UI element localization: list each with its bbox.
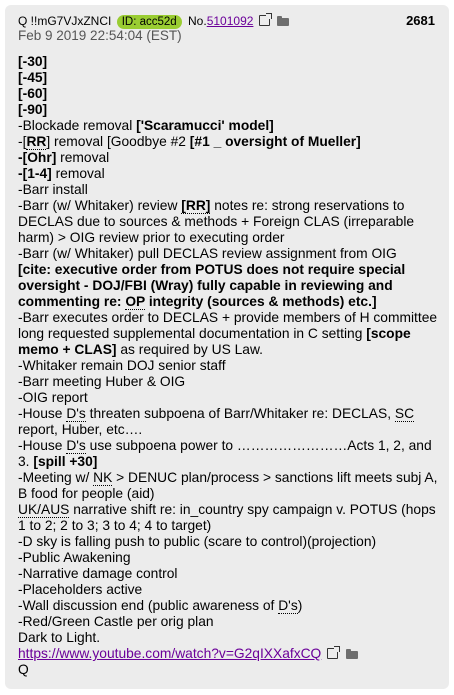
body-line: Dark to Light. [18,630,101,645]
body-line: -Placeholders active [18,582,143,597]
folder-icon[interactable] [346,651,358,659]
body-line: -Public Awakening [18,550,131,565]
body-line: -[RR] removal [Goodbye #2 [#1 _ oversight of Mueller] [18,134,361,149]
post-number-link[interactable]: 5101092 [206,14,254,28]
body-line: -House D's threaten subpoena of Barr/Whitaker re: DECLAS, SC report, Huber, etc…. [18,406,415,437]
body-line: UK/AUS narrative shift re: in_country spy campaign v. POTUS (hops 1 to 2; 2 to 3; 3 to 4; 4 to target) [18,502,436,533]
body-line: -D sky is falling push to public (scare to control)(projection) [18,534,377,549]
post-date: Feb 9 2019 22:54:04 (EST) [18,28,182,43]
body-line: [-30] [18,54,48,69]
reply-count: 2681 [406,13,435,28]
body-line: -Barr (w/ Whitaker) review [RR] notes re: strong reservations to DECLAS due to sources & methods + Foreign CLAS (irreparable harm) > OIG review prior to executing order [18,198,415,245]
body-line: -Narrative damage control [18,566,178,581]
post-signature: Q [18,662,29,677]
post-card [5,5,449,689]
body-line: [-60] [18,86,48,101]
body-line: [-90] [18,102,48,117]
body-line: -Meeting w/ NK > DENUC plan/process > sanctions lift meets subj A, B food for people (aid) [18,470,438,501]
body-line: -Whitaker remain DOJ senior staff [18,358,226,373]
post-header [18,13,441,29]
post-author: Q !!mG7VJxZNCI [18,14,112,28]
body-line: -House D's use subpoena power to ……………………Acts 1, 2, and 3. [spill +30] [18,438,432,469]
body-line: -OIG report [18,390,88,405]
body-line: -Red/Green Castle per orig plan [18,614,214,629]
post-number-label: No. [188,14,207,28]
body-line: [-45] [18,70,48,85]
body-line: -[Ohr] removal [18,150,110,165]
folder-icon[interactable] [277,18,289,26]
body-line: -Barr meeting Huber & OIG [18,374,186,389]
post-body [18,54,442,678]
id-badge[interactable]: ID: acc52d [117,15,182,29]
body-line: [cite: executive order from POTUS does not require special oversight - DOJ/FBI (Wray) fully capable in reviewing and commenting re: OP integrity (sources & methods) etc.] [18,262,406,309]
external-link-icon[interactable] [259,15,270,26]
body-line: -Barr executes order to DECLAS + provide members of H committee long requested supplemental documentation in C setting [scope memo + CLAS] as required by US Law. [18,310,438,357]
body-line: -Barr install [18,182,88,197]
body-line: -[1-4] removal [18,166,105,181]
external-link-icon[interactable] [327,648,338,659]
body-line: -Blockade removal ['Scaramucci' model] [18,118,274,133]
body-line [18,646,442,662]
body-line: -Barr (w/ Whitaker) pull DECLAS review assignment from OIG [18,246,397,261]
body-line: -Wall discussion end (public awareness of D's) [18,598,303,613]
youtube-link[interactable]: https://www.youtube.com/watch?v=G2qIXXafxCQ [18,646,322,661]
